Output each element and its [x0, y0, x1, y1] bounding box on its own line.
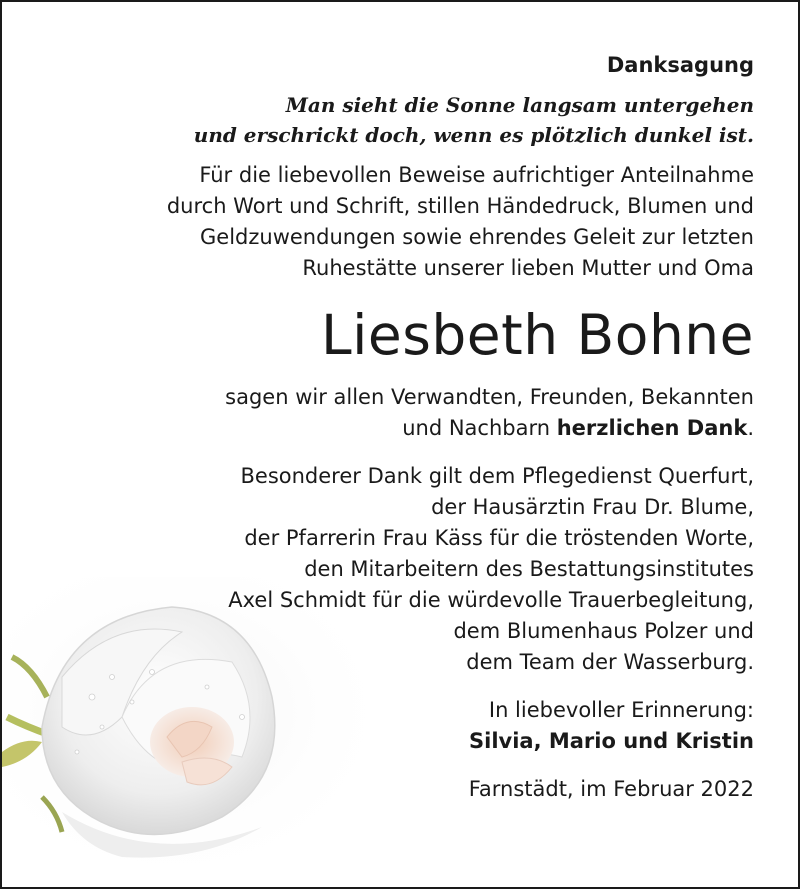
closing-label: In liebevoller Erinnerung: [488, 698, 754, 722]
signatories: Silvia, Mario und Kristin [469, 729, 754, 753]
thanks-line [42, 413, 754, 444]
thanks-emphasis: herzlichen Dank [556, 416, 748, 440]
special-thanks-line: dem Blumenhaus Polzer und [453, 619, 754, 643]
special-thanks-paragraph [42, 461, 754, 678]
intro-paragraph [42, 160, 754, 284]
intro-line: Geldzuwendungen sowie ehrendes Geleit zur letzten [200, 225, 754, 249]
special-thanks-line: den Mitarbeitern des Bestattungsinstitutes [304, 557, 754, 581]
intro-line: Für die liebevollen Beweise aufrichtiger Anteilnahme [199, 163, 754, 187]
thanks-paragraph [42, 382, 754, 444]
special-thanks-line: Besonderer Dank gilt dem Pflegedienst Querfurt, [240, 464, 754, 488]
notice-heading: Danksagung [606, 53, 754, 77]
thanks-prefix: und Nachbarn [402, 416, 557, 440]
place-date [42, 774, 754, 805]
motto-line: und erschrickt doch, wenn es plötzlich dunkel ist. [193, 123, 754, 147]
special-thanks-line: dem Team der Wasserburg. [466, 650, 754, 674]
motto-line: Man sieht die Sonne langsam untergehen [285, 93, 754, 117]
place-date-line: Farnstädt, im Februar 2022 [468, 777, 754, 801]
thanks-suffix: . [747, 416, 754, 440]
special-thanks-line: der Pfarrerin Frau Käss für die tröstenden Worte, [244, 526, 754, 550]
deceased-name: Liesbeth Bohne [320, 303, 754, 367]
thanks-line: sagen wir allen Verwandten, Freunden, Bekannten [225, 385, 754, 409]
special-thanks-line: Axel Schmidt für die würdevolle Trauerbegleitung, [228, 588, 754, 612]
intro-line: durch Wort und Schrift, stillen Händedruck, Blumen und [166, 194, 754, 218]
intro-line: Ruhestätte unserer lieben Mutter und Oma [302, 256, 754, 280]
special-thanks-line: der Hausärztin Frau Dr. Blume, [431, 495, 754, 519]
notice-content [42, 52, 754, 805]
closing-block [42, 695, 754, 757]
motto-verse [42, 90, 754, 150]
